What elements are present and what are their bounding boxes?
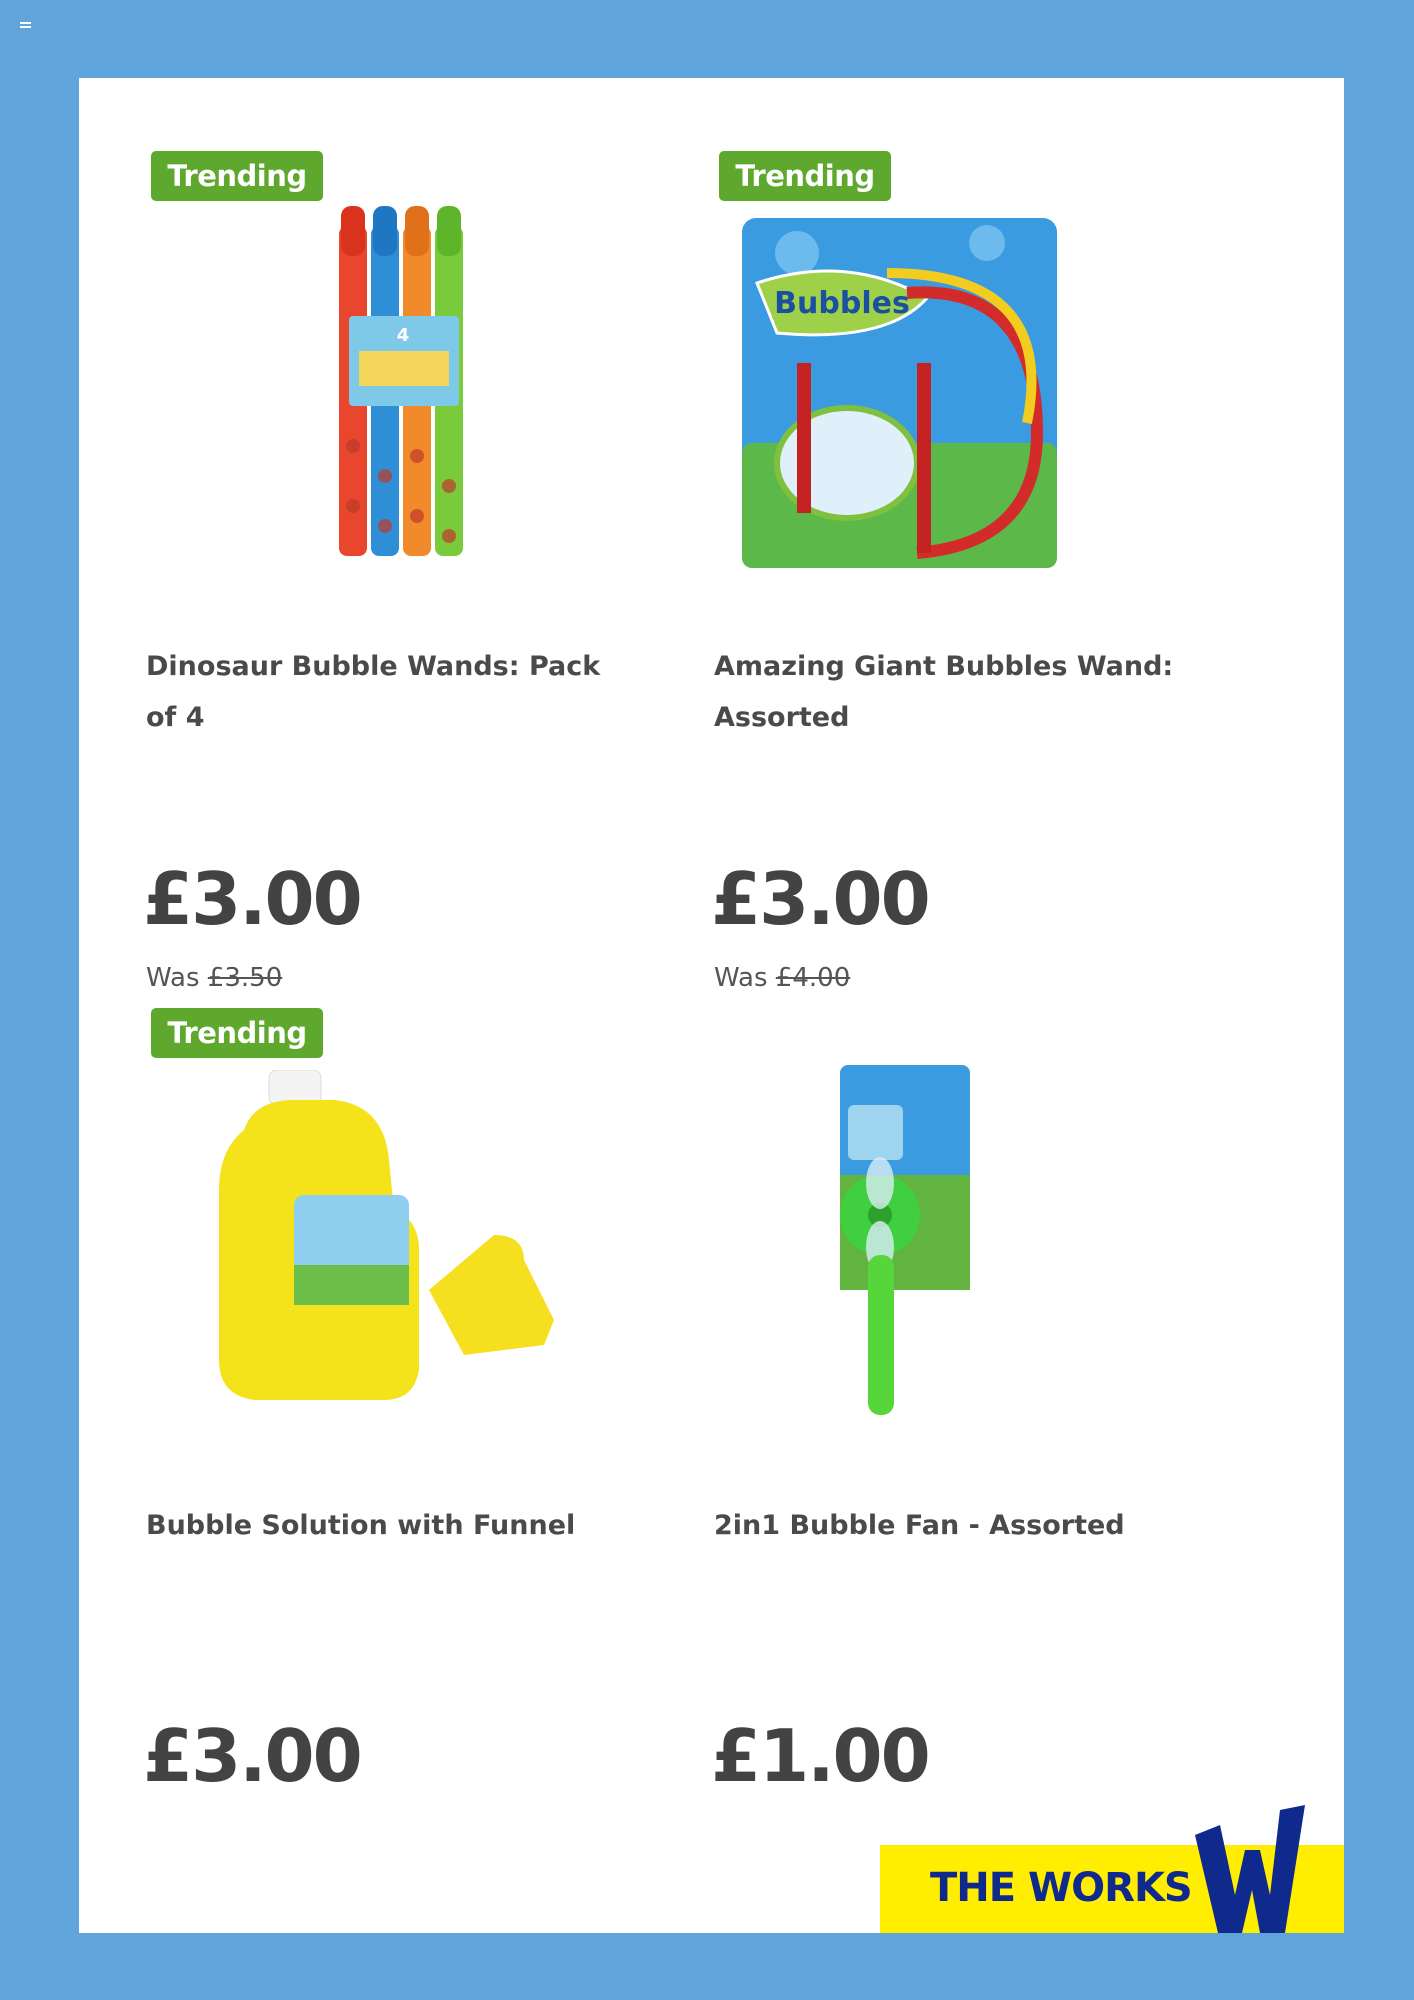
giant-bubbles-wand-image bbox=[737, 213, 1062, 573]
was-label: Was bbox=[146, 963, 200, 993]
was-label: Was bbox=[714, 963, 768, 993]
brand-logo[interactable] bbox=[880, 1845, 1344, 1933]
product-price: £3.00 bbox=[143, 1714, 361, 1798]
product-title[interactable]: Dinosaur Bubble Wands: Pack of 4 bbox=[146, 651, 601, 733]
product-title[interactable]: Bubble Solution with Funnel bbox=[146, 1510, 576, 1541]
original-price: £4.00 bbox=[775, 963, 851, 993]
bubble-solution-bottle-image bbox=[214, 1070, 574, 1410]
works-w-logo-icon bbox=[1190, 1805, 1310, 1933]
corner-mark bbox=[20, 22, 31, 28]
brand-name: THE WORKS bbox=[930, 1865, 1192, 1911]
dinosaur-bubble-wands-image bbox=[335, 206, 475, 566]
product-price: £3.00 bbox=[143, 857, 361, 941]
trending-badge: Trending bbox=[151, 1008, 323, 1058]
product-price: £1.00 bbox=[711, 1714, 929, 1798]
product-card[interactable] bbox=[647, 935, 1187, 1798]
product-card[interactable] bbox=[647, 78, 1187, 993]
bubble-fan-pack-image bbox=[820, 1065, 980, 1425]
product-card[interactable] bbox=[79, 935, 619, 1798]
product-card[interactable] bbox=[79, 78, 619, 993]
trending-badge: Trending bbox=[719, 151, 891, 201]
svg-text:4: 4 bbox=[396, 325, 410, 346]
product-sheet bbox=[79, 78, 1344, 1933]
original-price: £3.50 bbox=[207, 963, 283, 993]
product-title[interactable]: 2in1 Bubble Fan - Assorted bbox=[714, 1510, 1125, 1541]
trending-badge: Trending bbox=[151, 151, 323, 201]
svg-text:Bubbles: Bubbles bbox=[774, 286, 910, 321]
product-price: £3.00 bbox=[711, 857, 929, 941]
product-title[interactable]: Amazing Giant Bubbles Wand: Assorted bbox=[714, 651, 1174, 733]
